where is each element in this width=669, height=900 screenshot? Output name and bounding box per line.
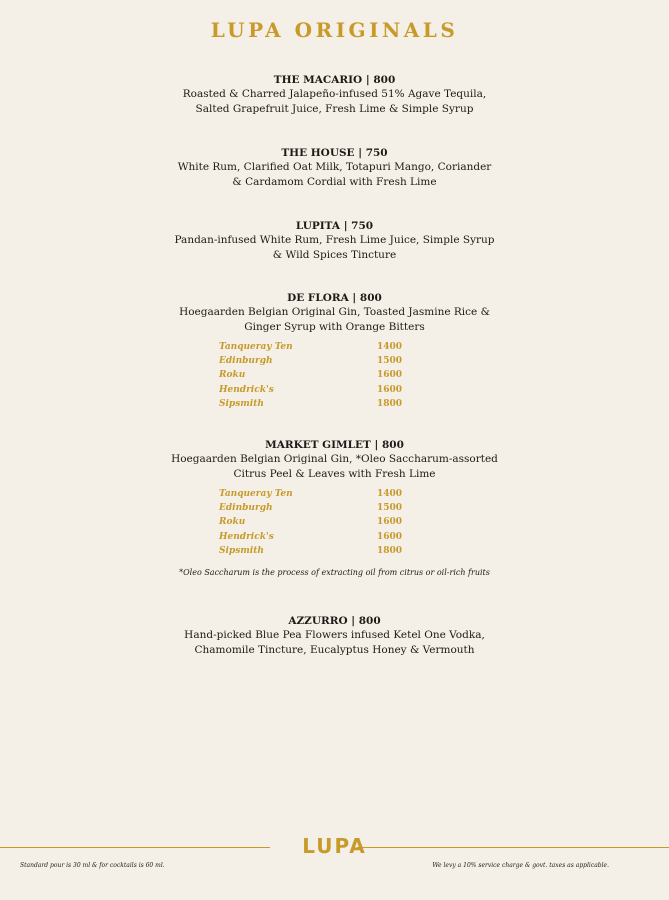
- gin-name: Tanqueray Ten: [219, 489, 293, 499]
- item-description-line: Hoegaarden Belgian Original Gin, Toasted Jasmine Rice &: [179, 306, 490, 318]
- gin-option-row: [0, 515, 669, 529]
- menu-item: [0, 73, 669, 116]
- item-description-line: Pandan-infused White Rum, Fresh Lime Juice, Simple Syrup: [174, 234, 495, 246]
- gin-name: Roku: [219, 517, 246, 528]
- gin-options: [0, 340, 669, 411]
- menu-item: [0, 146, 669, 189]
- gin-option-row: [0, 487, 669, 501]
- gin-price: 1500: [377, 356, 403, 367]
- item-name: THE MACARIO | 800: [273, 74, 396, 86]
- item-description-line: & Wild Spices Tincture: [272, 248, 397, 261]
- item-description-line: Salted Grapefruit Juice, Fresh Lime & Simple Syrup: [195, 102, 474, 115]
- gin-name: Roku: [219, 370, 246, 381]
- service-charge-note: We levy a 10% service charge & govt. taxes as applicable.: [432, 862, 609, 869]
- gin-options: [0, 487, 669, 558]
- item-description-line: Ginger Syrup with Orange Bitters: [244, 320, 425, 333]
- item-description-line: Hoegaarden Belgian Original Gin, *Oleo Saccharum-assorted: [171, 453, 498, 465]
- gin-price: 1400: [377, 489, 403, 499]
- item-description-line: Citrus Peel & Leaves with Fresh Lime: [233, 467, 436, 480]
- footnote: *Oleo Saccharum is the process of extracting oil from citrus or oil-rich fruits: [179, 568, 490, 577]
- gin-option-row: [0, 501, 669, 515]
- gin-price: 1800: [377, 398, 403, 409]
- gin-option-row: [0, 340, 669, 354]
- gin-price: 1600: [377, 517, 403, 528]
- item-description-line: & Cardamom Cordial with Fresh Lime: [232, 175, 437, 188]
- item-description-line: Hand-picked Blue Pea Flowers infused Ketel One Vodka,: [184, 629, 485, 641]
- gin-option-row: [0, 383, 669, 397]
- gin-option-row: [0, 530, 669, 544]
- gin-price: 1500: [377, 503, 403, 514]
- gin-name: Sipsmith: [219, 398, 264, 409]
- gin-price: 1400: [377, 342, 403, 352]
- menu-item: [0, 438, 669, 558]
- lupa-logo: LUPA: [302, 834, 367, 858]
- item-name: DE FLORA | 800: [287, 292, 382, 304]
- gin-option-row: [0, 368, 669, 382]
- gin-price: 1600: [377, 531, 403, 542]
- item-name: MARKET GIMLET | 800: [265, 439, 404, 451]
- item-description-line: White Rum, Clarified Oat Milk, Totapuri Mango, Coriander: [177, 161, 492, 173]
- gin-name: Hendrick's: [219, 384, 274, 395]
- item-description-line: Roasted & Charred Jalapeño-infused 51% Agave Tequila,: [182, 88, 487, 100]
- gin-name: Sipsmith: [219, 545, 264, 556]
- gin-price: 1600: [377, 370, 403, 381]
- item-description-line: Chamomile Tincture, Eucalyptus Honey & Vermouth: [194, 643, 475, 656]
- gin-price: 1600: [377, 384, 403, 395]
- menu-item: [0, 291, 669, 411]
- item-name: THE HOUSE | 750: [281, 147, 388, 159]
- menu-item: [0, 614, 669, 657]
- gin-name: Edinburgh: [219, 503, 273, 514]
- gin-option-row: [0, 397, 669, 411]
- gin-name: Edinburgh: [219, 356, 273, 367]
- page-title: LUPA ORIGINALS: [210, 18, 459, 42]
- gin-name: Tanqueray Ten: [219, 342, 293, 352]
- gin-price: 1800: [377, 545, 403, 556]
- pour-note: Standard pour is 30 ml & for cocktails is 60 ml.: [20, 862, 165, 869]
- gin-option-row: [0, 544, 669, 558]
- menu-item: [0, 219, 669, 262]
- item-name: LUPITA | 750: [295, 220, 374, 232]
- item-name: AZZURRO | 800: [288, 615, 381, 627]
- gin-option-row: [0, 354, 669, 368]
- gin-name: Hendrick's: [219, 531, 274, 542]
